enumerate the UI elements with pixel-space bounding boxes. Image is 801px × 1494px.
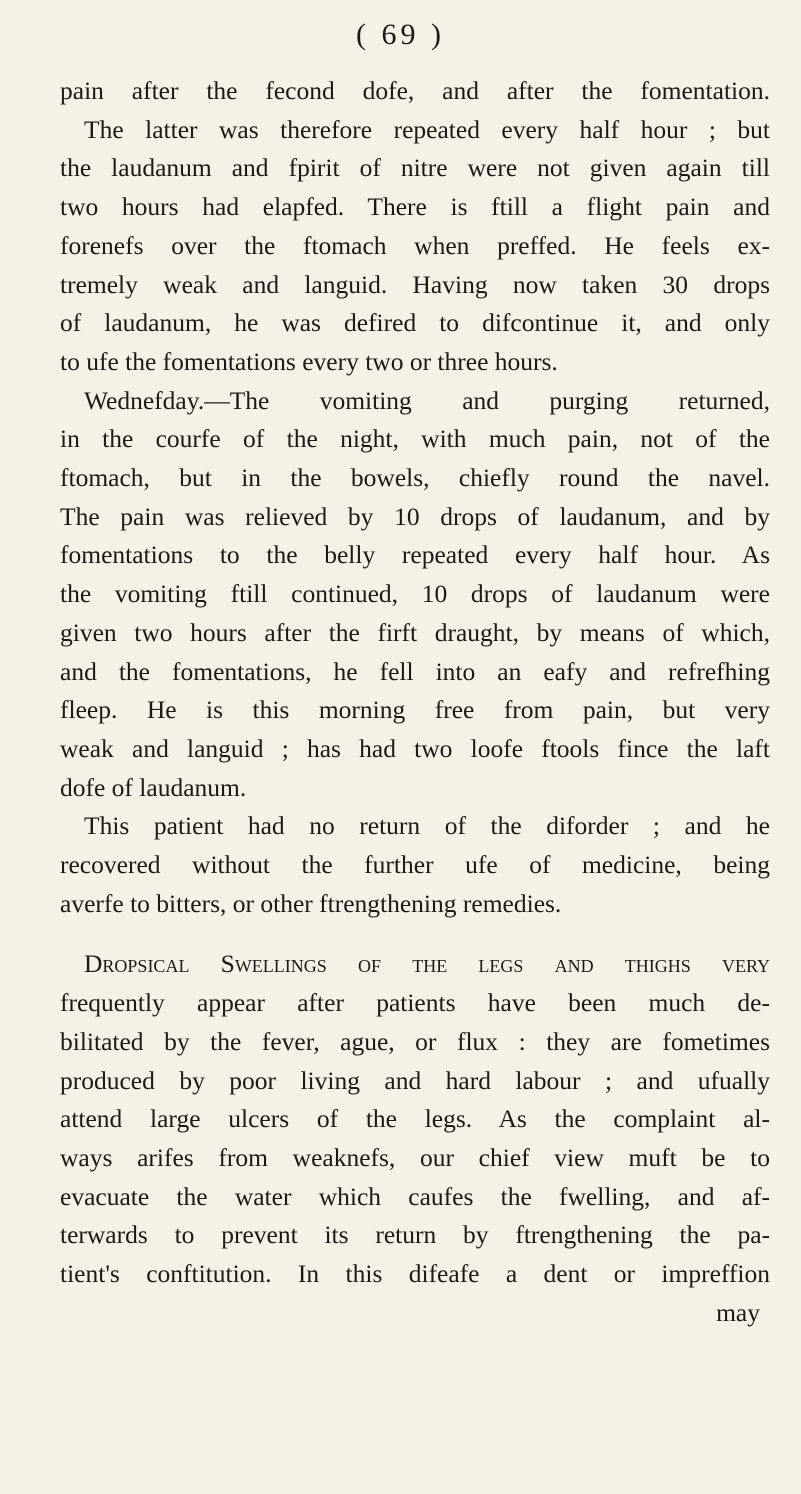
paragraph-3 bbox=[60, 807, 770, 923]
paragraph-4 bbox=[60, 945, 770, 1293]
text-line: fomentations to the belly repeated every half hour. As bbox=[60, 540, 770, 570]
text-line: frequently appear after patients have been much de- bbox=[60, 988, 770, 1018]
text-line: tient's conftitution. In this difeafe a dent or impreffion bbox=[60, 1259, 770, 1289]
text-line: This patient had no return of the diforder ; and he bbox=[84, 811, 770, 841]
text-line: the laudanum and fpirit of nitre were not given again till bbox=[60, 153, 770, 183]
paragraph-gap bbox=[60, 923, 770, 945]
text-line: The latter was therefore repeated every half hour ; but bbox=[84, 114, 770, 144]
text-line: pain after the fecond dofe, and after the fomentation. bbox=[60, 76, 770, 105]
text-line: fleep. He is this morning free from pain, but very bbox=[60, 695, 770, 725]
page-header: ( 69 ) bbox=[356, 18, 445, 51]
text-line: terwards to prevent its return by ftrengthening the pa- bbox=[60, 1220, 770, 1250]
text-line: ftomach, but in the bowels, chiefly round the navel. bbox=[60, 463, 770, 493]
text-line: of laudanum, he was defired to difcontinue it, and only bbox=[60, 308, 770, 338]
text-line: evacuate the water which caufes the fwelling, and af- bbox=[60, 1181, 770, 1211]
text-line: recovered without the further ufe of medicine, being bbox=[60, 850, 770, 880]
text-line: produced by poor living and hard labour ; and ufually bbox=[60, 1065, 770, 1095]
text-line: and the fomentations, he fell into an eafy and refrefhing bbox=[60, 656, 770, 686]
text-line: to ufe the fomentations every two or three hours. bbox=[60, 346, 558, 376]
text-line: two hours had elapfed. There is ftill a flight pain and bbox=[60, 192, 770, 222]
text-line: tremely weak and languid. Having now taken 30 drops bbox=[60, 269, 770, 299]
text-line: given two hours after the firft draught, by means of which, bbox=[60, 617, 770, 647]
body-text bbox=[60, 72, 770, 1333]
text-line: Wednefday.—The vomiting and purging returned, bbox=[84, 385, 770, 415]
paragraph-1 bbox=[60, 72, 770, 382]
text-line: in the courfe of the night, with much pain, not of the bbox=[60, 424, 770, 454]
text-line: averfe to bitters, or other ftrengthening remedies. bbox=[60, 888, 562, 918]
text-line: The pain was relieved by 10 drops of laudanum, and by bbox=[60, 501, 770, 531]
catchword: may bbox=[716, 1297, 760, 1327]
text-line: dofe of laudanum. bbox=[60, 772, 247, 802]
text-line: the vomiting ftill continued, 10 drops of laudanum were bbox=[60, 579, 770, 609]
text-line: attend large ulcers of the legs. As the complaint al- bbox=[60, 1104, 770, 1134]
text-line: bilitated by the fever, ague, or flux : they are fometimes bbox=[60, 1026, 770, 1056]
text-line: Dropsical Swellings of the legs and thighs very bbox=[84, 949, 770, 979]
text-line: weak and languid ; has had two loofe ftools fince the laft bbox=[60, 733, 770, 763]
paragraph-2 bbox=[60, 382, 770, 808]
text-line: ways arifes from weaknefs, our chief view muft be to bbox=[60, 1142, 770, 1172]
text-line: forenefs over the ftomach when preffed. He feels ex- bbox=[60, 230, 770, 260]
